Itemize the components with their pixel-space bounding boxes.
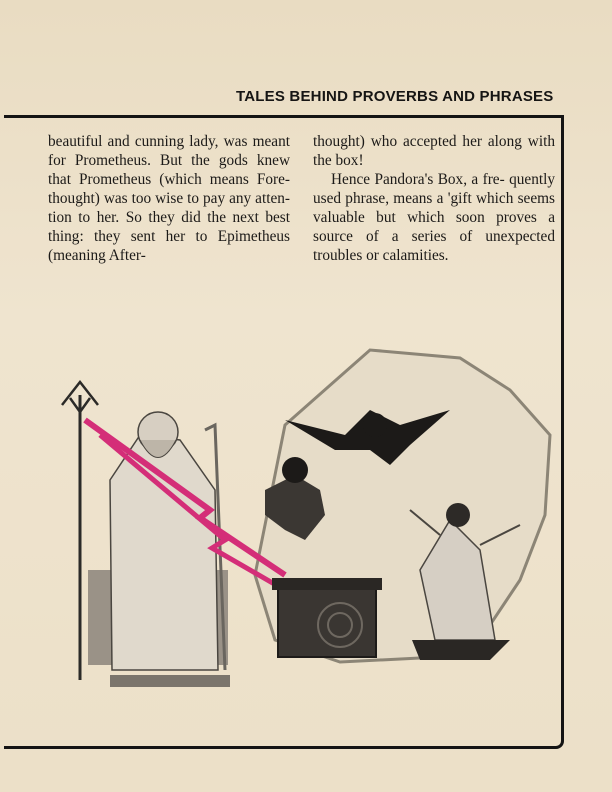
text-line: 'gift which seems valuable but	[313, 190, 555, 226]
text-line: was too wise to pay any atten-	[103, 190, 290, 207]
text-line: to Epimetheus (meaning After-	[48, 228, 290, 264]
page-header-title: TALES BEHIND PROVERBS AND PHRASES	[236, 88, 554, 105]
zeus-figure	[62, 382, 230, 687]
text-line: Hence Pandora's Box, a fre-	[331, 171, 510, 188]
text-line: which soon proves a source of	[313, 209, 555, 245]
text-column-left	[48, 132, 290, 265]
pandora-illustration	[40, 340, 580, 710]
text-line: gods knew that Prometheus	[48, 152, 290, 188]
paragraph	[48, 132, 290, 265]
text-line: tion to her. So they did the	[48, 209, 233, 226]
text-line: next best thing: they sent her	[48, 209, 290, 245]
text-line: or calamities.	[366, 247, 449, 264]
pandora-box	[272, 578, 382, 657]
text-line: thought) who accepted her along	[313, 133, 528, 150]
text-line: meant for Prometheus. But the	[48, 133, 290, 169]
text-line: with the box!	[313, 133, 555, 169]
text-line: (which means Fore-thought)	[48, 171, 290, 207]
text-line: beautiful and cunning lady, was	[48, 133, 253, 150]
paragraph	[313, 132, 555, 170]
text-column-right	[313, 132, 555, 265]
text-line: a series of unexpected troubles	[313, 228, 555, 264]
paragraph	[313, 170, 555, 265]
text-line: quently used phrase, means a	[313, 171, 555, 207]
